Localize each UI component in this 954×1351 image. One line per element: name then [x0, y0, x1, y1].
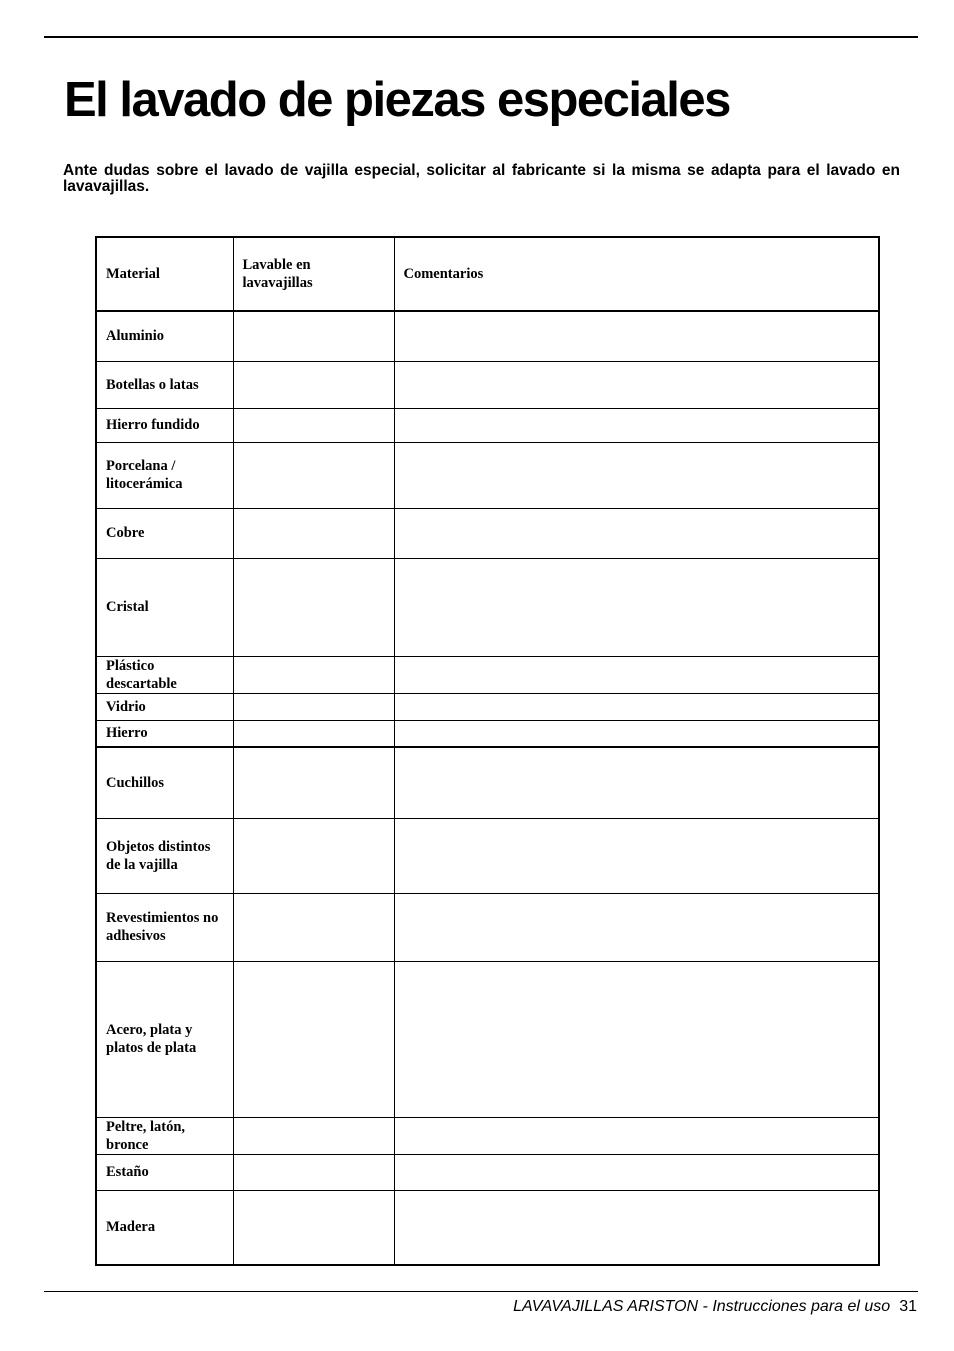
- lavable-cell: [233, 818, 394, 893]
- lavable-cell: [233, 656, 394, 693]
- table-row: [96, 1117, 879, 1154]
- page-footer: [513, 1297, 917, 1317]
- comentarios-cell: [394, 693, 879, 720]
- lavable-cell: [233, 311, 394, 361]
- footer-rule: [44, 1291, 918, 1292]
- table-row: [96, 747, 879, 818]
- material-cell: Cristal: [96, 558, 233, 656]
- table-row: [96, 1154, 879, 1190]
- intro-paragraph: Ante dudas sobre el lavado de vajilla especial, solicitar al fabricante si la misma se adapta para el lavado en lavavajillas.: [63, 162, 900, 195]
- comentarios-cell: [394, 558, 879, 656]
- page-number: 31: [899, 1298, 917, 1315]
- lavable-cell: [233, 1154, 394, 1190]
- material-cell: Objetos distintos de la vajilla: [96, 818, 233, 893]
- material-cell: Madera: [96, 1190, 233, 1265]
- lavable-cell: [233, 558, 394, 656]
- lavable-cell: [233, 508, 394, 558]
- material-cell: Vidrio: [96, 693, 233, 720]
- material-cell: Cobre: [96, 508, 233, 558]
- table-row: [96, 818, 879, 893]
- material-cell: Peltre, latón, bronce: [96, 1117, 233, 1154]
- table-row: [96, 558, 879, 656]
- header-material: Material: [96, 237, 233, 311]
- lavable-cell: [233, 961, 394, 1117]
- comentarios-cell: [394, 1117, 879, 1154]
- material-cell: Hierro fundido: [96, 408, 233, 442]
- material-cell: Revestimientos no adhesivos: [96, 893, 233, 961]
- material-cell: Plástico descartable: [96, 656, 233, 693]
- header-comentarios: Comentarios: [394, 237, 879, 311]
- lavable-cell: [233, 361, 394, 408]
- table-row: [96, 893, 879, 961]
- lavable-cell: [233, 408, 394, 442]
- table-row: [96, 693, 879, 720]
- material-cell: Hierro: [96, 720, 233, 747]
- lavable-cell: [233, 1117, 394, 1154]
- table-row: [96, 720, 879, 747]
- comentarios-cell: [394, 1190, 879, 1265]
- comentarios-cell: [394, 656, 879, 693]
- table-header-row: [96, 237, 879, 311]
- lavable-cell: [233, 747, 394, 818]
- lavable-cell: [233, 720, 394, 747]
- page-title: El lavado de piezas especiales: [64, 73, 730, 127]
- footer-text: LAVAVAJILLAS ARISTON - Instrucciones para el uso: [513, 1298, 891, 1315]
- top-rule: [44, 36, 918, 38]
- table-row: [96, 408, 879, 442]
- lavable-cell: [233, 442, 394, 508]
- comentarios-cell: [394, 361, 879, 408]
- comentarios-cell: [394, 747, 879, 818]
- table-row: [96, 1190, 879, 1265]
- table-row: [96, 508, 879, 558]
- table-row: [96, 961, 879, 1117]
- comentarios-cell: [394, 961, 879, 1117]
- table-row: [96, 311, 879, 361]
- comentarios-cell: [394, 311, 879, 361]
- material-cell: Aluminio: [96, 311, 233, 361]
- table-row: [96, 361, 879, 408]
- comentarios-cell: [394, 442, 879, 508]
- comentarios-cell: [394, 408, 879, 442]
- lavable-cell: [233, 693, 394, 720]
- material-cell: Porcelana / litocerámica: [96, 442, 233, 508]
- material-cell: Estaño: [96, 1154, 233, 1190]
- material-cell: Cuchillos: [96, 747, 233, 818]
- comentarios-cell: [394, 818, 879, 893]
- comentarios-cell: [394, 508, 879, 558]
- header-lavable: Lavable en lavavajillas: [233, 237, 394, 311]
- material-cell: Botellas o latas: [96, 361, 233, 408]
- comentarios-cell: [394, 893, 879, 961]
- comentarios-cell: [394, 720, 879, 747]
- material-cell: Acero, plata y platos de plata: [96, 961, 233, 1117]
- lavable-cell: [233, 893, 394, 961]
- lavable-cell: [233, 1190, 394, 1265]
- comentarios-cell: [394, 1154, 879, 1190]
- table-row: [96, 442, 879, 508]
- table-row: [96, 656, 879, 693]
- materials-table: [95, 236, 880, 1266]
